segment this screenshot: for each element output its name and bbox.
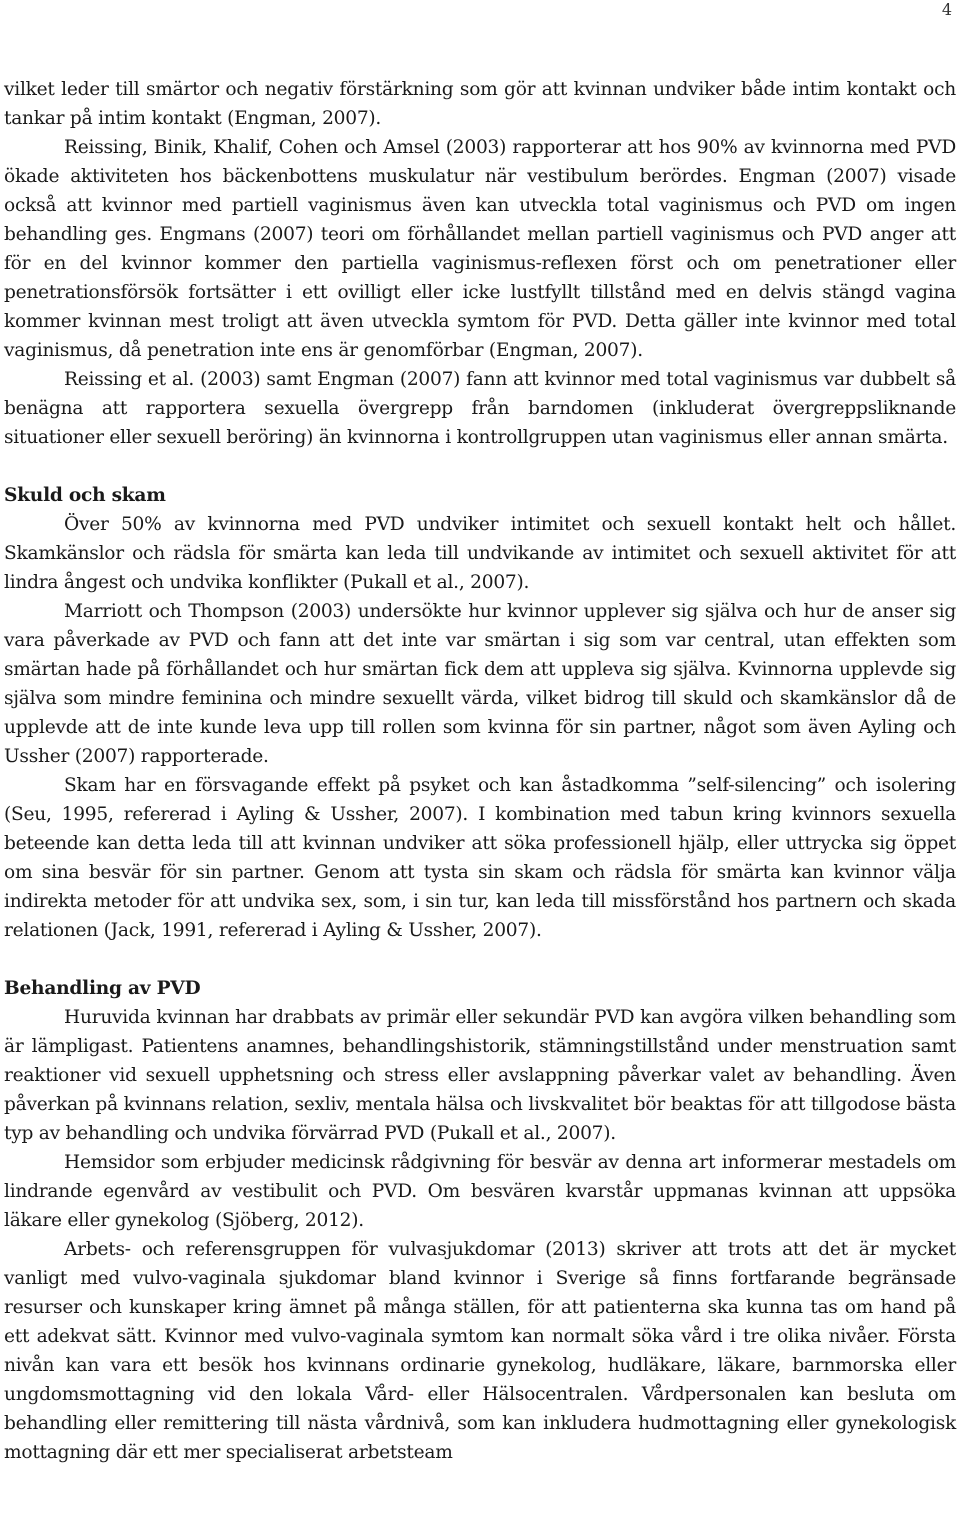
paragraph-websites-advice: Hemsidor som erbjuder medicinsk rådgivning för besvär av denna art informerar mestadels om lindrande egenvård av vestibulit och PVD. Om besvären kvarstår uppmanas kvinnan att uppsöka läkare eller gynekolog (Sjöberg, 2012).: [4, 1152, 956, 1231]
section-heading-behandling: Behandling av PVD: [4, 978, 201, 999]
paragraph-shame-effects: Skam har en försvagande effekt på psyket och kan åstadkomma ”self-silencing” och isolering (Seu, 1995, refererad i Ayling & Ussher, 2007). I kombination med tabun kring kvinnors sexuella beteende kan detta leda till att kvinnan undviker att söka professionell hjälp, eller uttrycka sig öppet om sina besvär för sin partner. Genom att tysta sin skam och rädsla för smärta kan kvinnor välja indirekta metoder för att undvika sex, som, i sin tur, kan leda till missförstånd hos partnern och skada relationen (Jack, 1991, refererad i Ayling & Ussher, 2007).: [4, 775, 956, 941]
paragraph-avoidance: Över 50% av kvinnorna med PVD undviker intimitet och sexuell kontakt helt och hållet. Skamkänslor och rädsla för smärta kan leda till undvikande av intimitet och sexuell aktivitet för att lindra ångest och undvika konflikter (Pukall et al., 2007).: [4, 514, 956, 593]
paragraph-marriott-thompson: Marriott och Thompson (2003) undersökte hur kvinnor upplever sig själva och hur de anser sig vara påverkade av PVD och fann att det inte var smärtan i sig som var central, utan effekten som smärtan hade på förhållandet och hur smärtan fick dem att uppleva sig själva. Kvinnorna upplevde sig själva som mindre feminina och mindre sexuellt värda, vilket bidrog till skuld och skamkänslor då de upplevde att de inte kunde leva upp till rollen som kvinna för sin partner, något som även Ayling och Ussher (2007) rapporterade.: [4, 601, 956, 767]
paragraph-care-levels: Arbets- och referensgruppen för vulvasjukdomar (2013) skriver att trots att det är mycket vanligt med vulvo-vaginala sjukdomar bland kvinnor i Sverige så finns fortfarande begränsade resurser och kunskaper kring ämnet på många ställen, för att patienterna ska kunna tas om hand på ett adekvat sätt. Kvinnor med vulvo-vaginala symtom kan normalt söka vård i tre olika nivåer. Första nivån kan vara ett besök hos kvinnans ordinarie gynekolog, hudläkare, läkare, barnmorska eller ungdomsmottagning vid den lokala Vård- eller Hälsocentralen. Vårdpersonalen kan besluta om behandling eller remittering till nästa vårdnivå, som kan inkludera hudmottagning eller gynekologisk mottagning där ett mer specialiserat arbetsteam: [4, 1239, 956, 1463]
section-heading-skuld: Skuld och skam: [4, 485, 166, 506]
paragraph-abuse-findings: Reissing et al. (2003) samt Engman (2007) fann att kvinnor med total vaginismus var dubbelt så benägna att rapportera sexuella övergrepp från barndomen (inkluderat övergreppsliknande situationer eller sexuell beröring) än kvinnorna i kontrollgruppen utan vaginismus eller annan smärta.: [4, 369, 956, 448]
page-number: 4: [941, 0, 952, 19]
document-body: [4, 75, 956, 1467]
paragraph-intro-continued: vilket leder till smärtor och negativ förstärkning som gör att kvinnan undviker både intim kontakt och tankar på intim kontakt (Engman, 2007).: [4, 79, 956, 129]
paragraph-reissing-study: Reissing, Binik, Khalif, Cohen och Amsel (2003) rapporterar att hos 90% av kvinnorna med PVD ökade aktiviteten hos bäckenbottens muskulatur när vestibulum berördes. Engman (2007) visade också att kvinnor med partiell vaginismus även kan utveckla total vaginismus och PVD om ingen behandling ges. Engmans (2007) teori om förhållandet mellan partiell vaginismus och PVD anger att för en del kvinnor kommer den partiella vaginismus-reflexen först och om penetrationer eller penetrationsförsök fortsätter i ett ovilligt eller icke lustfyllt tillstånd med en delvis stängd vagina kommer kvinnan mest troligt att även utveckla symtom för PVD. Detta gäller inte kvinnor med total vaginismus, då penetration inte ens är genomförbar (Engman, 2007).: [4, 137, 956, 361]
paragraph-treatment-choice: Huruvida kvinnan har drabbats av primär eller sekundär PVD kan avgöra vilken behandling som är lämpligast. Patientens anamnes, behandlingshistorik, stämningstillstånd under menstruation samt reaktioner vid sexuell upphetsning och stress eller avslappning påverkar valet av behandling. Även påverkan på kvinnans relation, sexliv, mentala hälsa och livskvalitet bör beaktas för att tillgodose bästa typ av behandling och undvika förvärrad PVD (Pukall et al., 2007).: [4, 1007, 956, 1144]
